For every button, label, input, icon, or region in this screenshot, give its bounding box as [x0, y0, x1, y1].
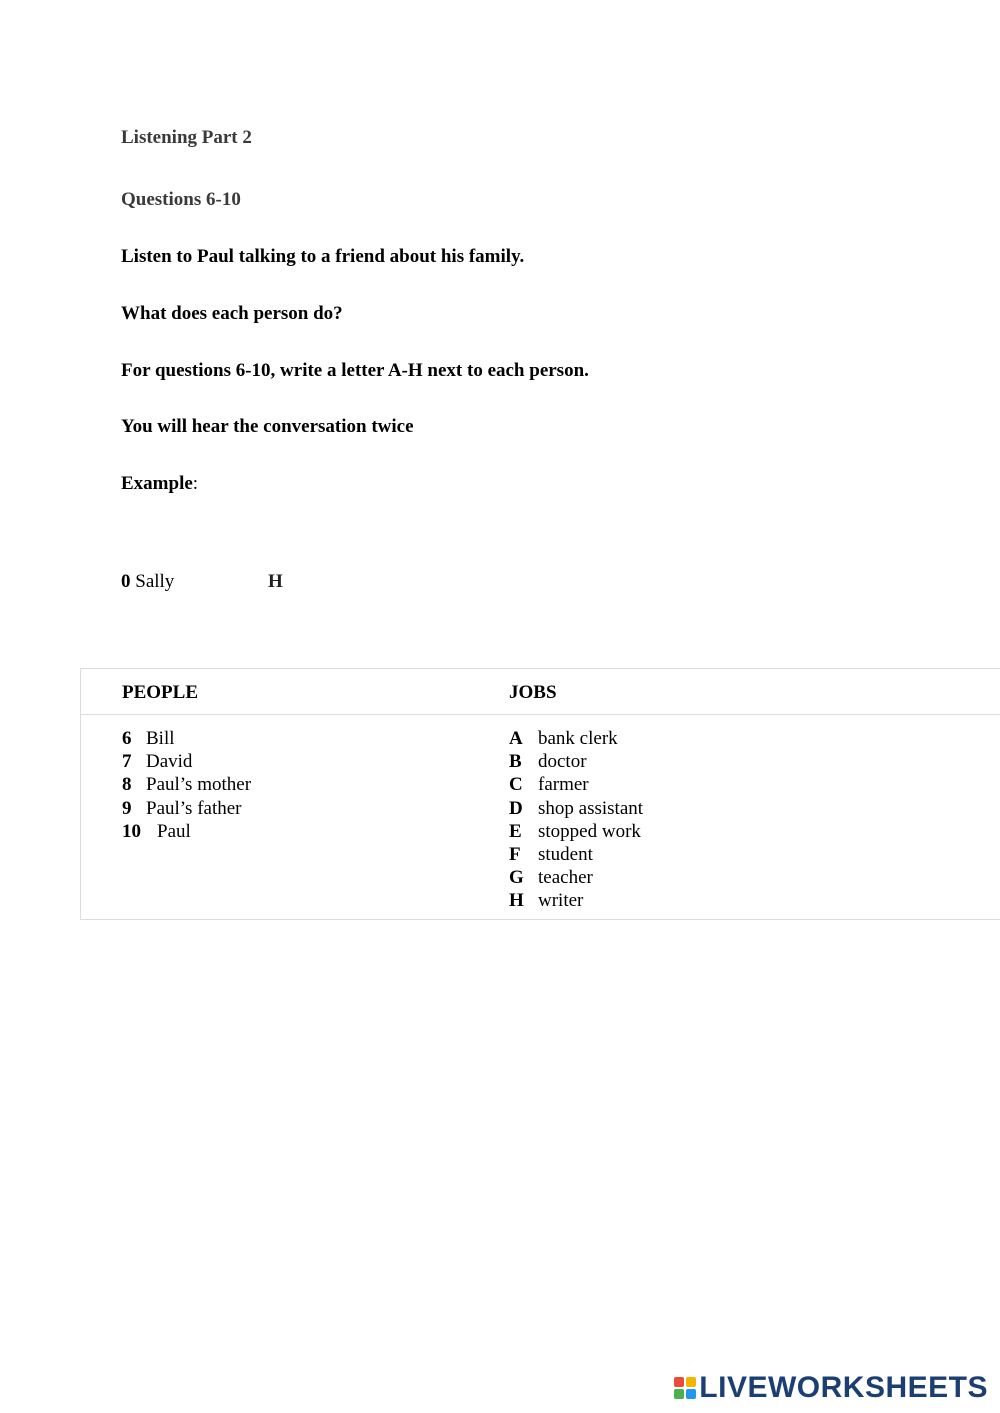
part-title: Listening Part 2 — [121, 127, 252, 148]
example-name: Sally — [135, 571, 175, 592]
logo-text: LIVEWORKSHEETS — [699, 1371, 988, 1404]
logo-square — [686, 1377, 696, 1387]
people-number: 7 — [122, 751, 132, 773]
job-letter: F — [509, 844, 521, 866]
job-name: doctor — [538, 751, 587, 773]
job-name: writer — [538, 890, 584, 912]
example-answer: H — [268, 571, 283, 592]
instruction-listen: Listen to Paul talking to a friend about his family. — [121, 246, 525, 267]
job-item — [509, 750, 643, 773]
job-letter: A — [509, 728, 523, 749]
job-letter: G — [509, 867, 524, 889]
instruction-hear-twice: You will hear the conversation twice — [121, 416, 414, 437]
people-number: 9 — [122, 797, 132, 819]
people-name: Paul’s father — [146, 797, 242, 819]
job-item — [509, 889, 643, 912]
example-row — [121, 570, 283, 594]
example-label — [121, 472, 198, 496]
people-item — [122, 727, 251, 750]
job-item — [509, 797, 643, 820]
job-name: bank clerk — [538, 728, 618, 749]
people-number: 6 — [122, 728, 132, 749]
job-letter: B — [509, 751, 522, 773]
people-column-header: PEOPLE — [122, 682, 199, 703]
people-name: Paul — [157, 820, 191, 842]
liveworksheets-logo[interactable] — [674, 1371, 988, 1405]
questions-range: Questions 6-10 — [121, 189, 241, 210]
people-item — [122, 773, 251, 796]
table-header-row — [81, 669, 1000, 715]
logo-square — [686, 1389, 696, 1399]
job-item — [509, 727, 643, 750]
people-item — [122, 750, 251, 773]
people-name: Bill — [146, 728, 175, 749]
job-letter: H — [509, 890, 524, 912]
job-item — [509, 773, 643, 796]
people-number: 8 — [122, 774, 132, 796]
people-name: David — [146, 751, 193, 773]
job-name: shop assistant — [538, 797, 644, 819]
instruction-write: For questions 6-10, write a letter A-H next to each person. — [121, 360, 589, 381]
jobs-column-header: JOBS — [509, 682, 557, 703]
example-number: 0 — [121, 571, 131, 592]
job-letter: C — [509, 774, 523, 796]
job-item — [509, 820, 643, 843]
job-name: stopped work — [538, 820, 641, 842]
job-item — [509, 843, 643, 866]
job-letter: E — [509, 820, 522, 842]
logo-square — [674, 1389, 684, 1399]
job-item — [509, 866, 643, 889]
matching-table — [80, 668, 1000, 920]
logo-square — [674, 1377, 684, 1387]
instruction-question: What does each person do? — [121, 303, 343, 324]
people-name: Paul’s mother — [146, 774, 252, 796]
jobs-list — [509, 727, 643, 913]
job-name: farmer — [538, 774, 589, 796]
job-name: teacher — [538, 867, 593, 889]
example-colon: : — [192, 473, 199, 494]
people-item — [122, 797, 251, 820]
job-letter: D — [509, 797, 523, 819]
people-list — [122, 727, 251, 843]
people-number: 10 — [122, 820, 141, 842]
job-name: student — [538, 844, 593, 866]
logo-mark-icon — [674, 1377, 696, 1399]
example-label-text: Example — [121, 473, 193, 494]
people-item — [122, 820, 251, 843]
